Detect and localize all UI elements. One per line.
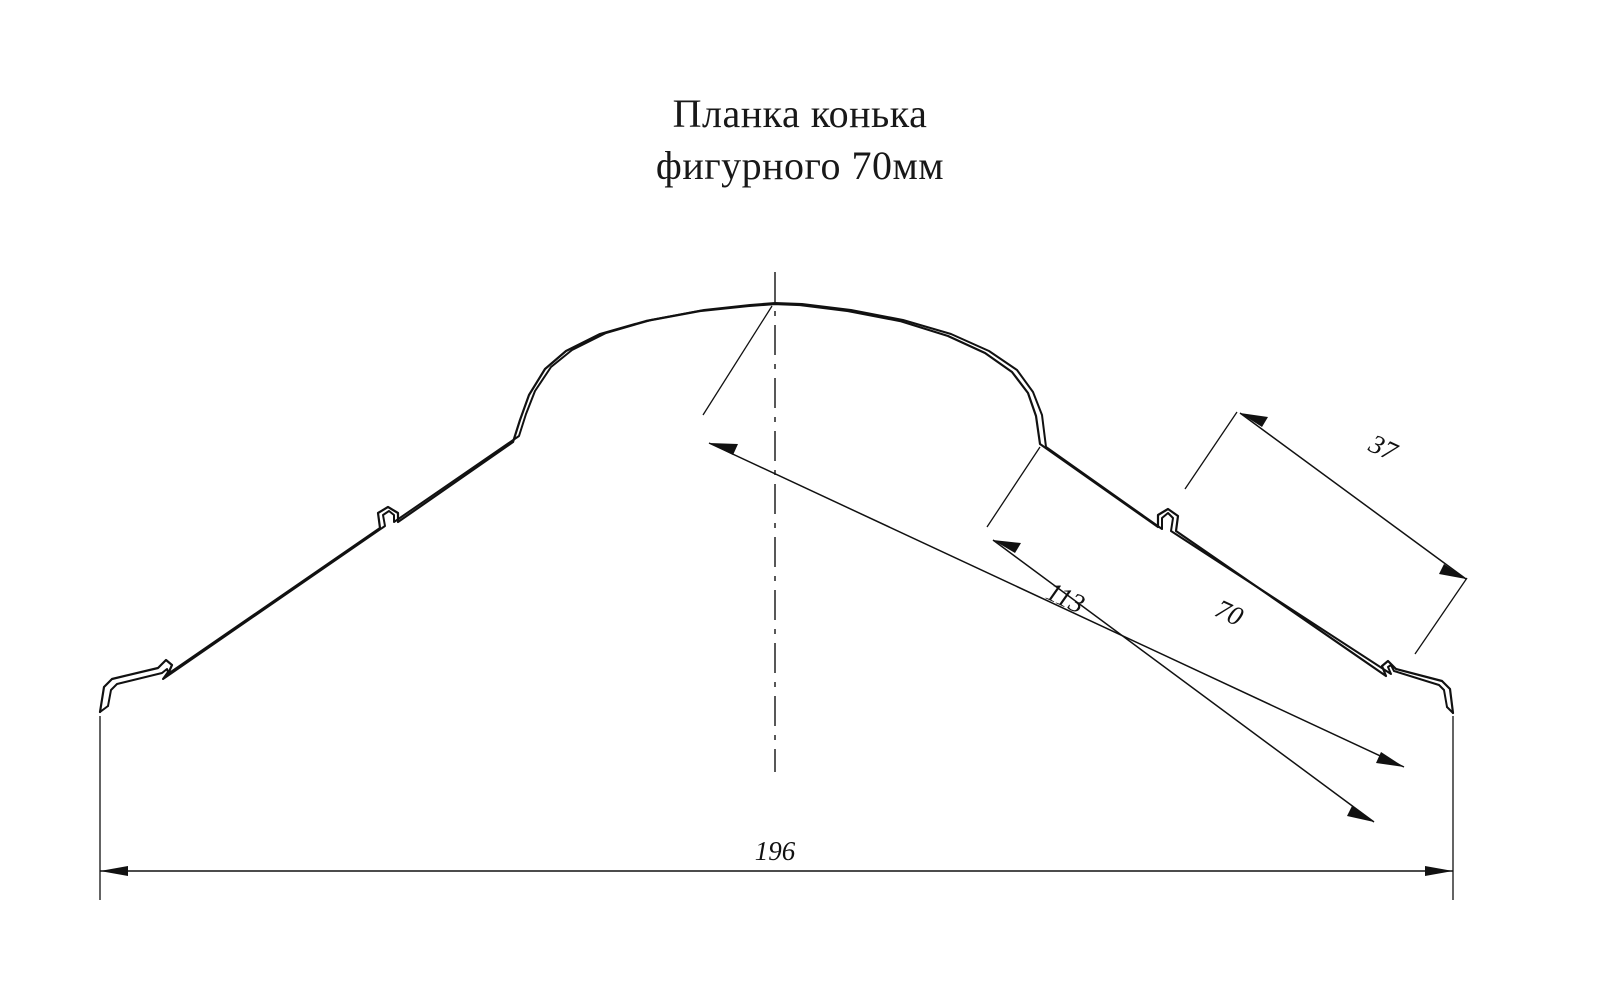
arrow-70-end — [1347, 806, 1374, 822]
dimension-value-70: 70 — [1210, 593, 1248, 632]
extension-line-70-start — [987, 447, 1040, 527]
title-line-1: Планка конька — [672, 91, 928, 136]
extension-line-37-end — [1415, 578, 1467, 654]
arrow-37-start — [1240, 413, 1268, 427]
profile-outer-contour — [100, 304, 1453, 713]
dimension-line-37 — [1240, 413, 1466, 579]
arrow-overall-right — [1425, 866, 1453, 876]
extension-line-113-start — [703, 306, 772, 415]
arrow-37-end — [1439, 564, 1466, 579]
dimension-value-overall: 196 — [754, 836, 796, 866]
title-line-2: фигурного 70мм — [655, 143, 945, 188]
arrow-113-end — [1376, 752, 1404, 767]
profile-inner-contour — [108, 303, 1447, 707]
arrow-overall-left — [100, 866, 128, 876]
extension-line-37-start — [1185, 412, 1237, 489]
dimension-value-113: 113 — [1041, 575, 1090, 620]
dimension-line-70 — [993, 540, 1374, 822]
arrow-113-start — [709, 443, 738, 455]
dimension-value-37: 37 — [1364, 428, 1402, 467]
